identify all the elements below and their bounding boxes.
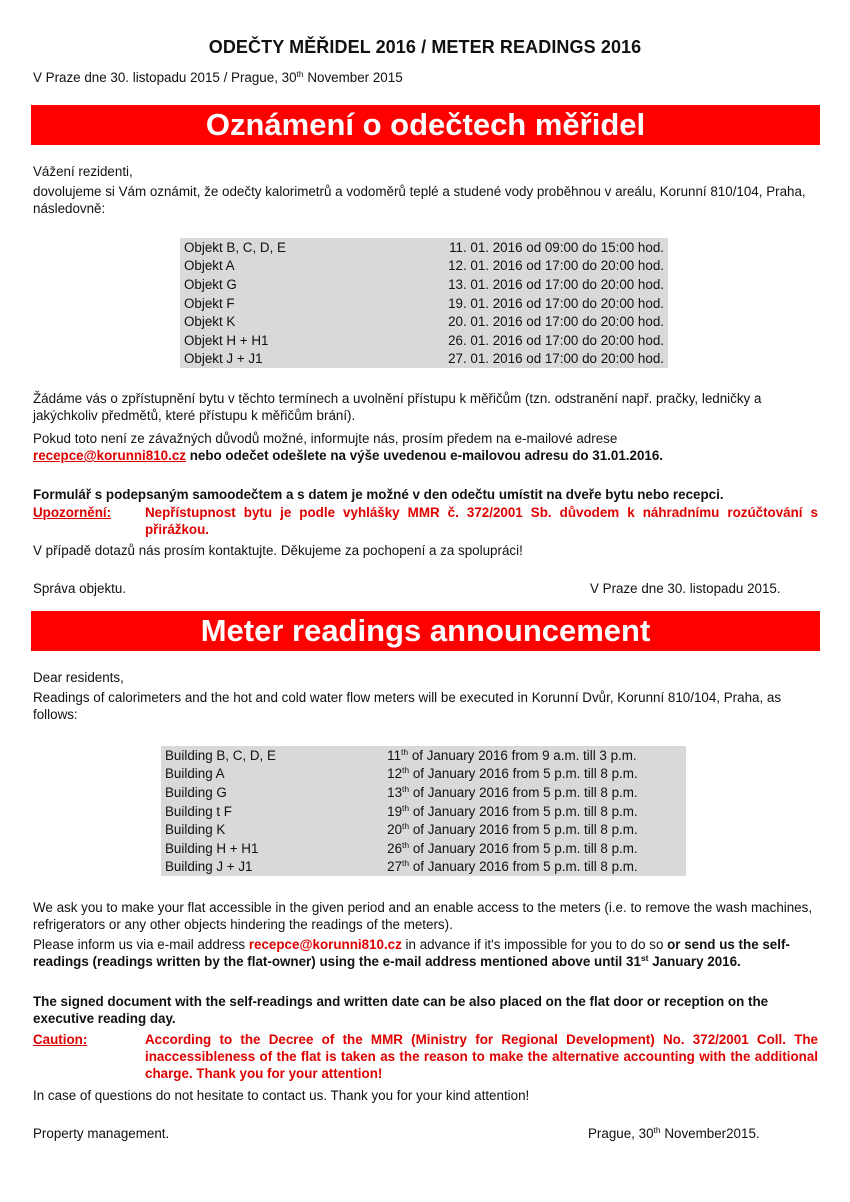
- schedule-time: 20th of January 2016 from 5 p.m. till 8 p.m.: [387, 821, 638, 838]
- schedule-time: 11. 01. 2016 od 09:00 do 15:00 hod.: [449, 239, 664, 255]
- en-access-request: We ask you to make your flat accessible in the given period and an enable access to the meters (i.e. to remove the wash machines, refrigerators or any other objects hindering the readings of the meters).: [33, 900, 813, 932]
- table-row: [161, 820, 686, 839]
- schedule-object: Objekt B, C, D, E: [184, 239, 286, 255]
- cz-contact: V případě dotazů nás prosím kontaktujte. Děkujeme za pochopení a za spolupráci!: [33, 543, 523, 558]
- en-banner: Meter readings announcement: [31, 611, 820, 651]
- table-row: [180, 350, 668, 369]
- schedule-time: 12th of January 2016 from 5 p.m. till 8 p.m.: [387, 765, 638, 782]
- schedule-object: Objekt K: [184, 314, 236, 330]
- table-row: [161, 765, 686, 784]
- schedule-object: Objekt G: [184, 276, 237, 292]
- schedule-time: 19. 01. 2016 od 17:00 do 20:00 hod.: [448, 295, 664, 311]
- schedule-object: Building B, C, D, E: [165, 747, 276, 763]
- schedule-object: Objekt H + H1: [184, 332, 269, 348]
- schedule-object: Building J + J1: [165, 859, 253, 875]
- schedule-time: 13. 01. 2016 od 17:00 do 20:00 hod.: [448, 276, 664, 292]
- table-row: [161, 858, 686, 877]
- en-intro: Readings of calorimeters and the hot and cold water flow meters will be executed in Korunní Dvůr, Korunní 810/104, Praha, as follows:: [33, 690, 782, 722]
- schedule-time: 27. 01. 2016 od 17:00 do 20:00 hod.: [448, 351, 664, 367]
- table-row: [180, 294, 668, 313]
- cz-greeting: Vážení rezidenti,: [33, 164, 133, 179]
- table-row: [161, 746, 686, 765]
- en-place-date: Prague, 30th November2015.: [588, 1125, 760, 1141]
- schedule-object: Building G: [165, 784, 227, 800]
- table-row: [161, 839, 686, 858]
- cz-intro: dovolujeme si Vám oznámit, že odečty kalorimetrů a vodoměrů teplé a studené vody proběhnou v areálu, Korunní 810/104, Praha, následovně:: [33, 184, 806, 216]
- en-inform: Please inform us via e-mail address recepce@korunni810.cz in advance if it's impossible for you to do so or send us the self-readings (readings written by the flat-owner) using the e-mail address mentioned above until 31st January 2016.: [33, 937, 790, 969]
- cz-access-request: Žádáme vás o zpřístupnění bytu v těchto termínech a uvolnění přístupu k měřičům (tzn. odstranění např. pračky, ledničky a jakýchkoliv předmětů, které přístupu k měřičům brání).: [33, 391, 762, 423]
- cz-warning-label: Upozornění:: [33, 505, 112, 520]
- cz-signature: Správa objektu.: [33, 581, 127, 596]
- schedule-time: 11th of January 2016 from 9 a.m. till 3 p.m.: [387, 746, 637, 763]
- dateline: V Praze dne 30. listopadu 2015 / Prague, 30th November 2015: [33, 69, 403, 85]
- table-row: [161, 802, 686, 821]
- schedule-time: 20. 01. 2016 od 17:00 do 20:00 hod.: [448, 314, 664, 330]
- schedule-object: Objekt F: [184, 295, 235, 311]
- schedule-time: 12. 01. 2016 od 17:00 do 20:00 hod.: [448, 258, 664, 274]
- en-form-note: The signed document with the self-readings and written date can be also placed on the flat door or reception on the executive reading day.: [33, 994, 769, 1026]
- en-schedule-table: [161, 746, 686, 876]
- table-row: [180, 312, 668, 331]
- schedule-object: Building H + H1: [165, 840, 259, 856]
- cz-warning-text: Nepřístupnost bytu je podle vyhlášky MMR č. 372/2001 Sb. důvodem k náhradnímu rozúčtování s přirážkou.: [145, 505, 818, 537]
- cz-form-note: Formulář s podepsaným samoodečtem a s datem je možné v den odečtu umístit na dveře bytu nebo recepci.: [33, 487, 724, 502]
- en-email-link[interactable]: recepce@korunni810.cz: [248, 937, 402, 952]
- schedule-object: Building A: [165, 766, 225, 782]
- table-row: [161, 783, 686, 802]
- cz-email-link[interactable]: recepce@korunni810.cz: [33, 448, 186, 463]
- schedule-time: 13th of January 2016 from 5 p.m. till 8 p.m.: [387, 783, 638, 800]
- schedule-time: 26. 01. 2016 od 17:00 do 20:00 hod.: [448, 332, 664, 348]
- en-caution-label: Caution:: [33, 1032, 88, 1047]
- en-signature: Property management.: [33, 1126, 170, 1141]
- schedule-object: Objekt J + J1: [184, 351, 263, 367]
- schedule-object: Building K: [165, 822, 226, 838]
- table-row: [180, 275, 668, 294]
- en-contact: In case of questions do not hesitate to contact us. Thank you for your kind attention!: [33, 1088, 530, 1103]
- schedule-time: 19th of January 2016 from 5 p.m. till 8 p.m.: [387, 802, 638, 819]
- table-row: [180, 331, 668, 350]
- cz-schedule-table: [180, 238, 668, 368]
- cz-place-date: V Praze dne 30. listopadu 2015.: [590, 581, 781, 596]
- schedule-object: Building t F: [165, 803, 232, 819]
- en-greeting: Dear residents,: [33, 670, 124, 685]
- schedule-time: 26th of January 2016 from 5 p.m. till 8 p.m.: [387, 839, 638, 856]
- cz-banner: Oznámení o odečtech měřidel: [31, 105, 820, 145]
- document-title: ODEČTY MĚŘIDEL 2016 / METER READINGS 2016: [208, 37, 642, 57]
- table-row: [180, 238, 668, 257]
- en-caution-text: According to the Decree of the MMR (Ministry for Regional Development) No. 372/2001 Coll. The inaccessibleness of the flat is taken as the reason to make the alternative accounting with the additional charge. Thank you for your attention!: [145, 1032, 818, 1081]
- cz-inform: Pokud toto není ze závažných důvodů možné, informujte nás, prosím předem na e-mailové adrese recepce@korunni810.cz nebo odečet odešlete na výše uvedenou e-mailovou adresu do 31.01.2016.: [33, 431, 664, 463]
- schedule-time: 27th of January 2016 from 5 p.m. till 8 p.m.: [387, 858, 638, 875]
- schedule-object: Objekt A: [184, 258, 235, 274]
- table-row: [180, 257, 668, 276]
